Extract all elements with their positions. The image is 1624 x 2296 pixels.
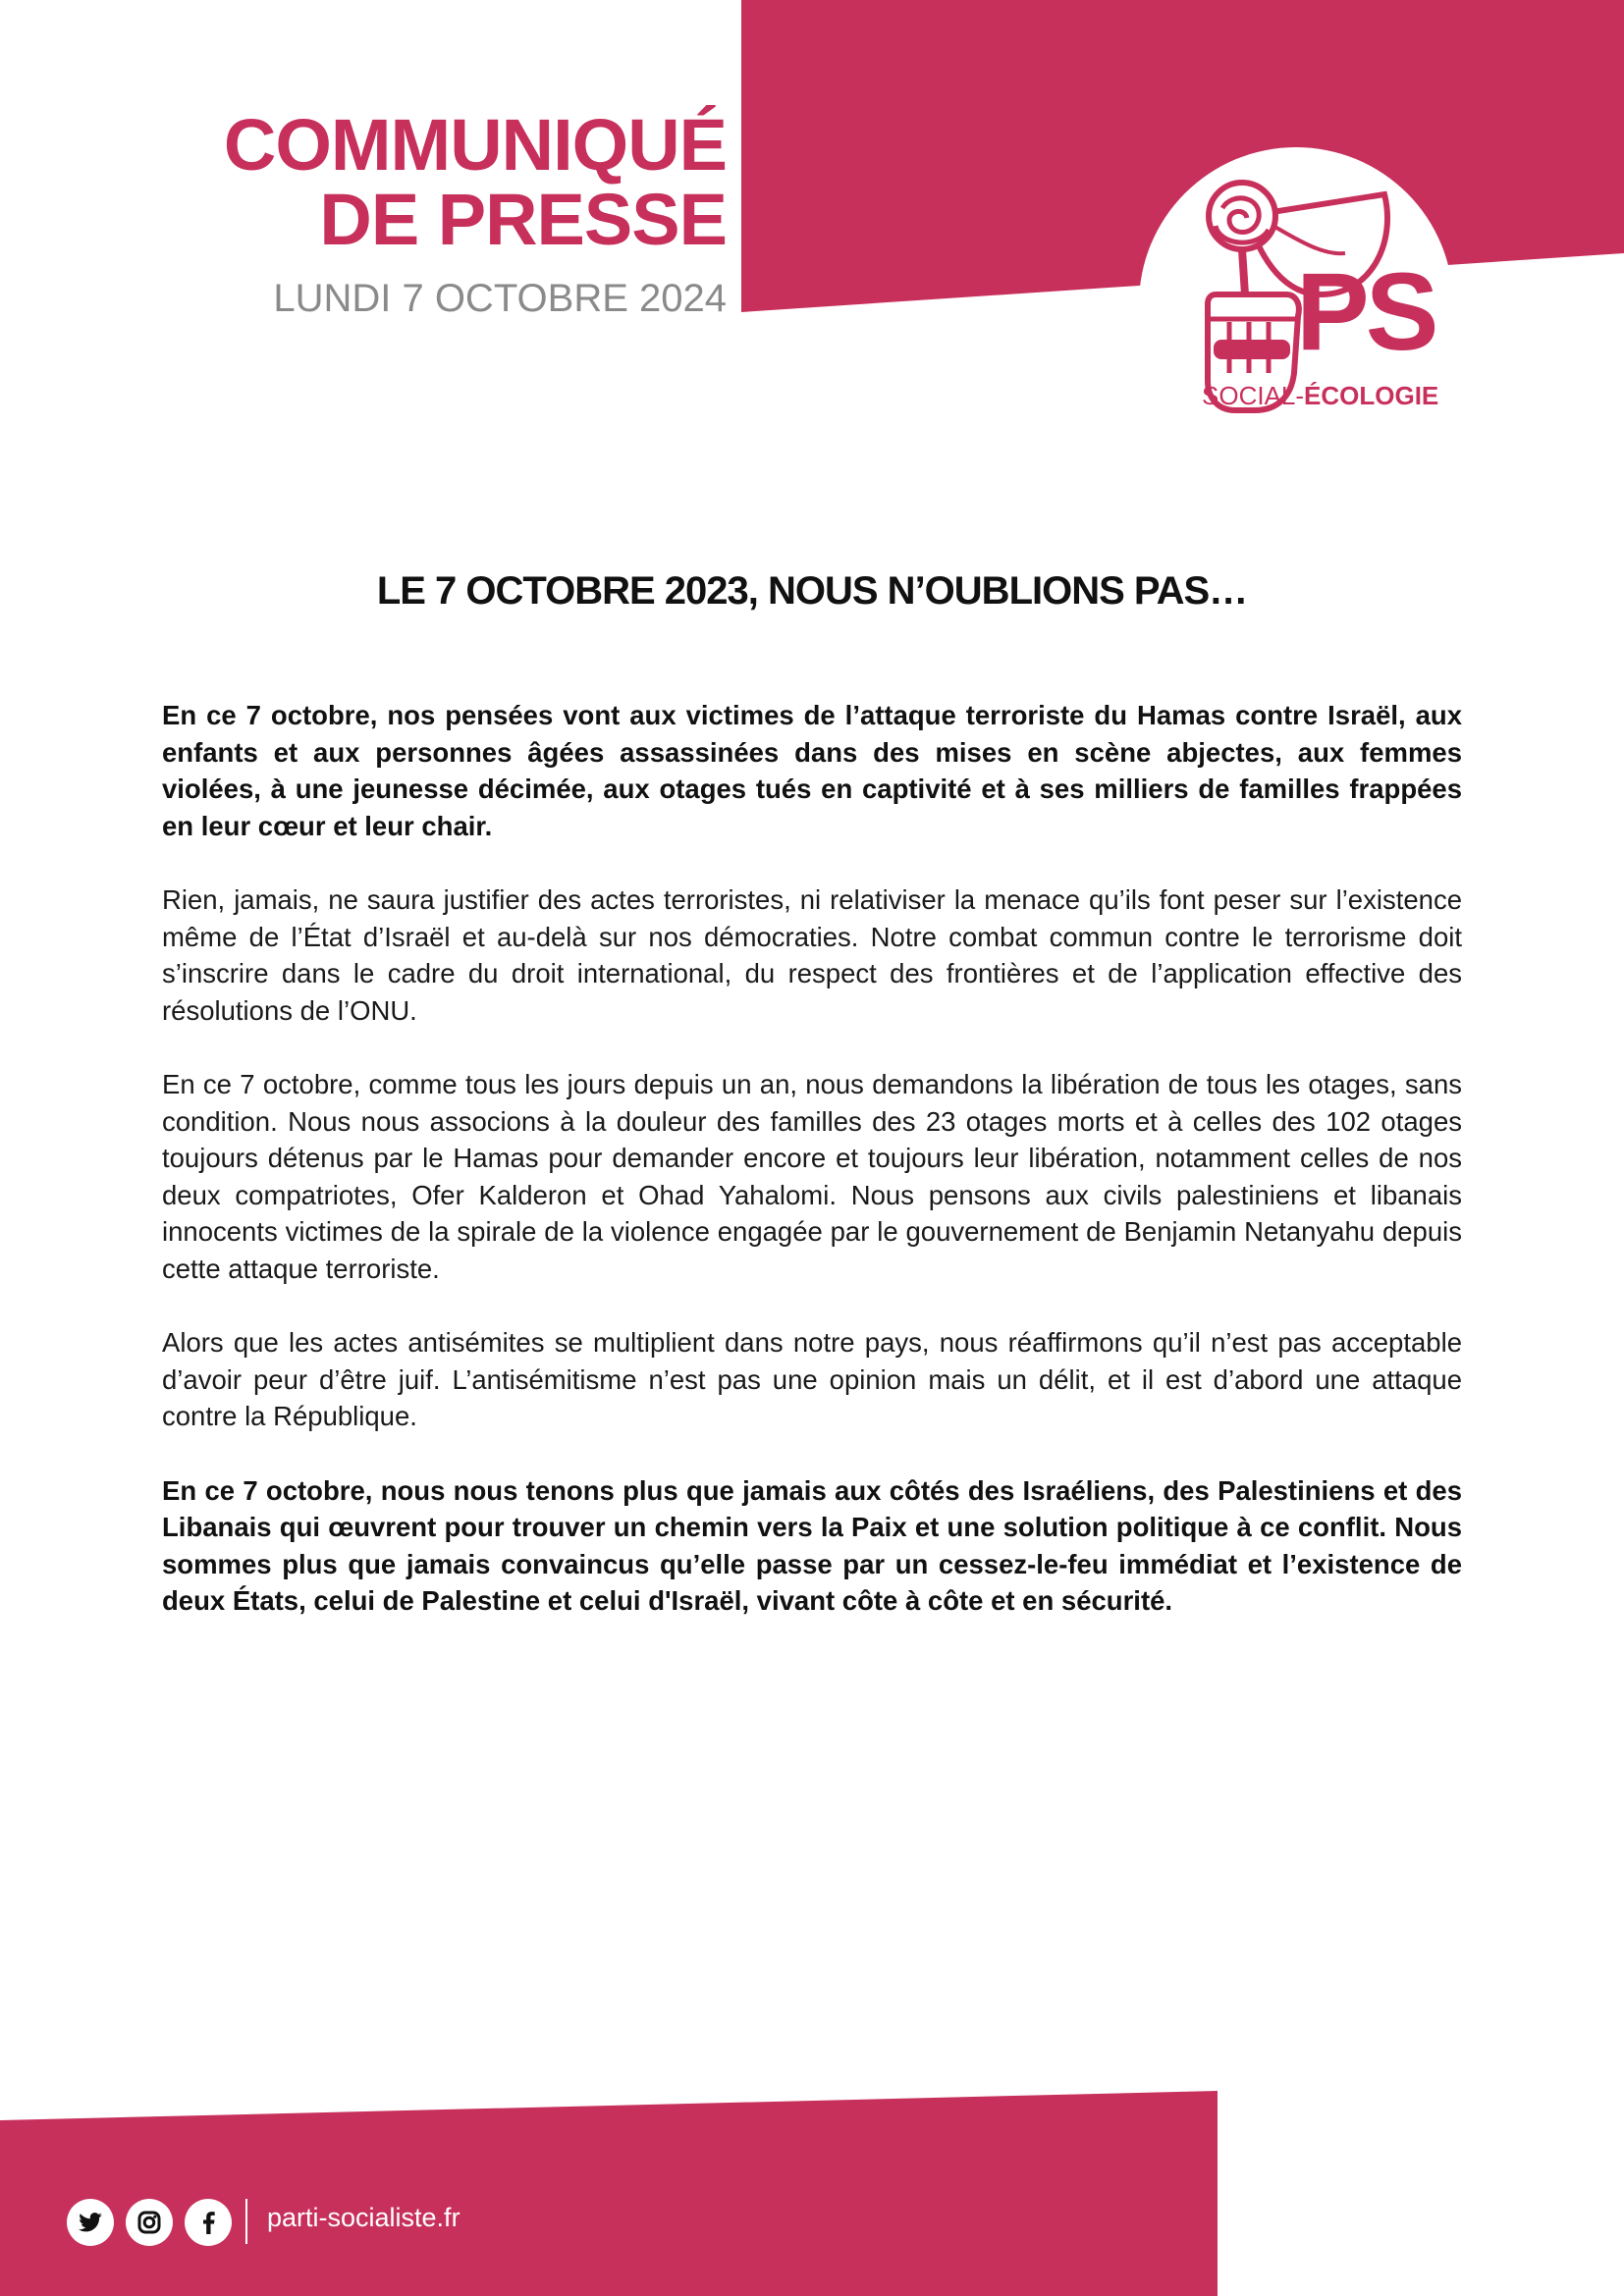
document-date: LUNDI 7 OCTOBRE 2024 bbox=[273, 277, 727, 320]
title-line-2: DE PRESSE bbox=[319, 179, 727, 260]
document-title bbox=[223, 104, 727, 260]
instagram-icon[interactable] bbox=[126, 2199, 173, 2246]
website-link[interactable]: parti-socialiste.fr bbox=[267, 2203, 460, 2232]
paragraph-5: En ce 7 octobre, nous nous tenons plus que jamais aux côtés des Israéliens, des Palestiniens et des Libanais qui œuvrent pour trouver un chemin vers la Paix et une solution politique à ce conflit. Nous sommes plus que jamais convaincus qu’elle passe par un cessez-le-feu immédiat et l’existence de deux États, celui de Palestine et celui d'Israël, vivant côte à côte et en sécurité. bbox=[162, 1474, 1462, 1616]
logo-tagline-social: SOCIAL- bbox=[1202, 381, 1305, 410]
footer-band bbox=[0, 2091, 1624, 2296]
paragraph-4: Alors que les actes antisémites se multiplient dans notre pays, nous réaffirmons qu’il n’est pas acceptable d’avoir peur d’être juif. L’antisémitisme n’est pas une opinion mais un délit, et il est d’abord une attaque contre la République. bbox=[162, 1327, 1462, 1431]
headline: LE 7 OCTOBRE 2023, NOUS N’OUBLIONS PAS… bbox=[376, 569, 1248, 613]
paragraph-2: Rien, jamais, ne saura justifier des actes terroristes, ni relativiser la menace qu’ils font peser sur l’existence même de l’État d’Israël et au-delà sur nos démocraties. Notre combat commun contre le terrorisme doit s’inscrire dans le cadre du droit international, du respect des frontières et de l’application effective des résolutions de l’ONU. bbox=[162, 884, 1462, 1026]
document-body bbox=[162, 697, 1462, 1657]
title-line-1: COMMUNIQUÉ bbox=[223, 104, 727, 186]
paragraph-1: En ce 7 octobre, nos pensées vont aux victimes de l’attaque terroriste du Hamas contre Israël, aux enfants et aux personnes âgées assassinées dans des mises en scène abjectes, aux femmes violées, à une jeunesse décimée, aux otages tués en captivité et à ses milliers de familles frappées en leur cœur et leur chair. bbox=[162, 700, 1462, 841]
footer-separator bbox=[245, 2199, 247, 2244]
logo-ps-text: PS bbox=[1296, 250, 1435, 373]
logo-tagline bbox=[1202, 381, 1438, 411]
twitter-icon[interactable] bbox=[67, 2199, 114, 2246]
paragraph-3: En ce 7 octobre, comme tous les jours depuis un an, nous demandons la libération de tous les otages, sans condition. Nous nous associons à la douleur des familles des 23 otages morts et à celles des 102 otages toujours détenus par le Hamas pour demander encore et toujours leur libération, notamment celles de nos deux compatriotes, Ofer Kalderon et Ohad Yahalomi. Nous pensons aux civils palestiniens et libanais innocents victimes de la spirale de la violence engagée par le gouvernement de Benjamin Netanyahu depuis cette attaque terroriste. bbox=[162, 1069, 1462, 1284]
facebook-icon[interactable] bbox=[185, 2199, 232, 2246]
logo-tagline-ecologie: ÉCOLOGIE bbox=[1304, 381, 1439, 410]
party-logo bbox=[1139, 147, 1453, 461]
